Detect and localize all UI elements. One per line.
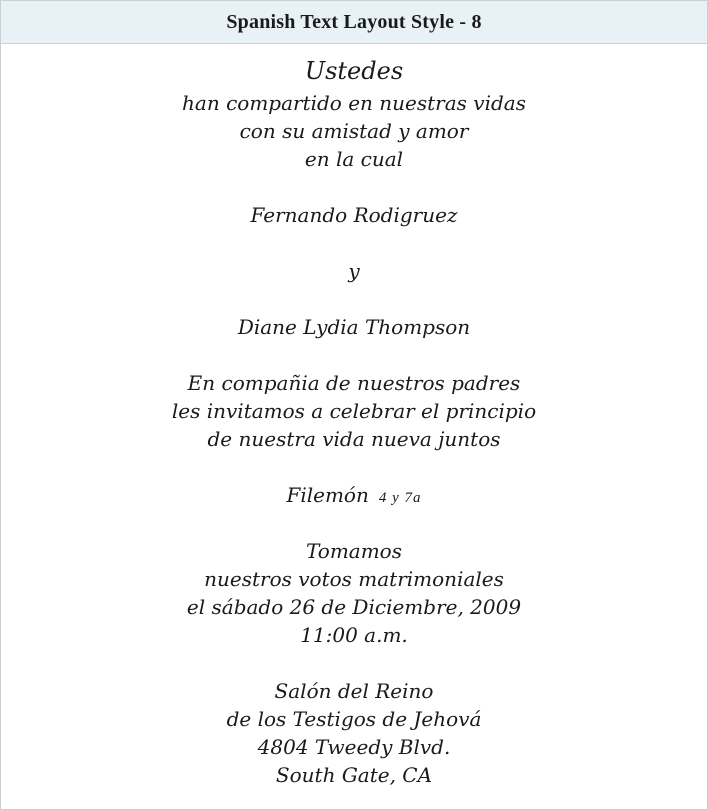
verse-book: Filemón (286, 483, 369, 507)
venue-line-2: de los Testigos de Jehová (226, 707, 482, 731)
invite-line-1: En compañia de nuestros padres (187, 371, 521, 395)
invite-line-2: les invitamos a celebrar el principio (171, 399, 537, 423)
venue-line-1: Salón del Reino (274, 679, 434, 703)
invitation-text (1, 53, 707, 789)
vows-line-4: 11:00 a.m. (300, 623, 408, 647)
header-bar (1, 1, 707, 44)
spacer (1, 509, 707, 537)
vows-line-2: nuestros votos matrimoniales (204, 567, 504, 591)
conjunction-line: y (348, 259, 360, 283)
greeting-line: Ustedes (304, 57, 404, 85)
intro-line-3: en la cual (304, 147, 404, 171)
vows-line-1: Tomamos (306, 539, 402, 563)
spacer (1, 341, 707, 369)
first-name-line: Fernando Rodigruez (250, 203, 458, 227)
verse-line (1, 481, 707, 509)
invite-line-3: de nuestra vida nueva juntos (207, 427, 501, 451)
venue-line-4: South Gate, CA (275, 763, 433, 787)
verse-number: 4 y 7a (378, 490, 422, 506)
second-name-line: Diane Lydia Thompson (237, 315, 471, 339)
intro-line-1: han compartido en nuestras vidas (182, 91, 526, 115)
spacer (1, 173, 707, 201)
spacer (1, 229, 707, 257)
spacer (1, 649, 707, 677)
vows-line-3: el sábado 26 de Diciembre, 2009 (186, 595, 522, 619)
spacer (1, 453, 707, 481)
page-title: Spanish Text Layout Style - 8 (226, 10, 482, 33)
spacer (1, 285, 707, 313)
intro-line-2: con su amistad y amor (239, 119, 469, 143)
venue-line-3: 4804 Tweedy Blvd. (257, 735, 451, 759)
